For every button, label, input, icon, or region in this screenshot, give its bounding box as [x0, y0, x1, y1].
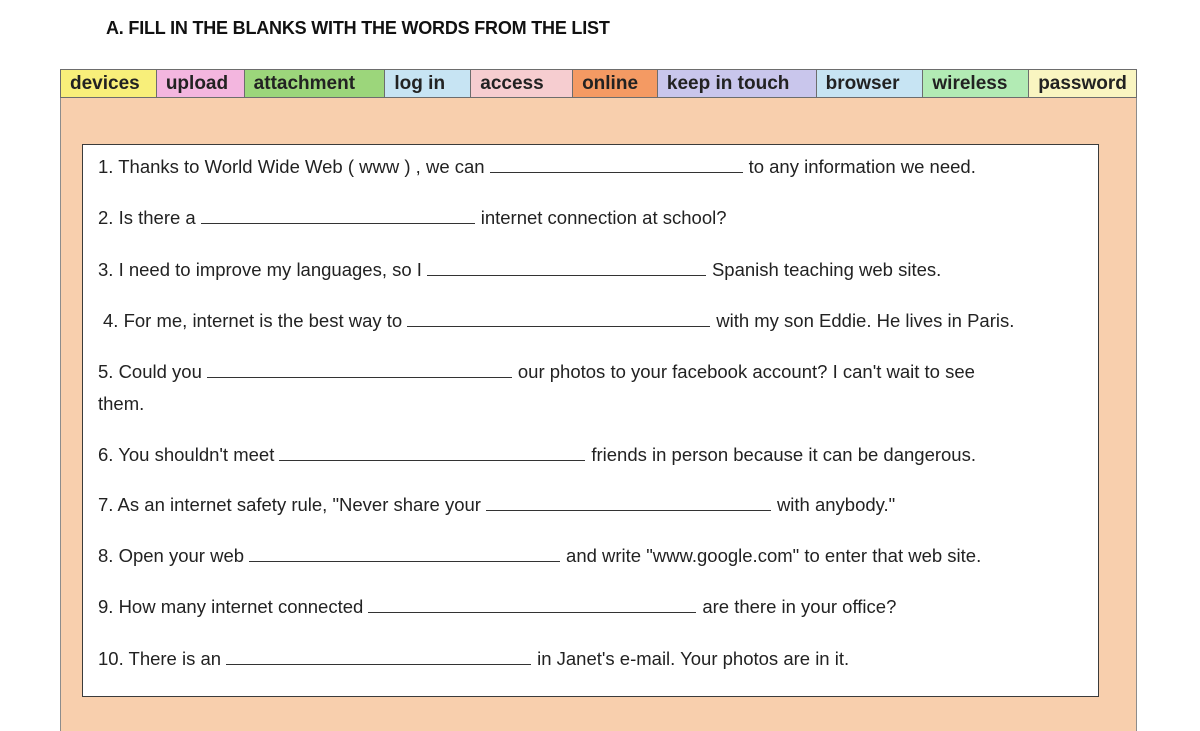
blank-1[interactable]	[490, 154, 743, 173]
word-log-in: log in	[385, 70, 471, 97]
sentence-1-after: to any information we need.	[748, 156, 976, 177]
sentence-8-after: and write "www.google.com" to enter that web site.	[566, 545, 982, 566]
blank-9[interactable]	[368, 594, 696, 613]
sentence-4-after: with my son Eddie. He lives in Paris.	[716, 310, 1015, 331]
sentence-10	[98, 643, 849, 674]
word-attachment: attachment	[245, 70, 386, 97]
sentence-7-after: with anybody."	[776, 494, 896, 515]
word-wireless: wireless	[923, 70, 1029, 97]
sentence-7-before: 7. As an internet safety rule, "Never share your	[98, 494, 481, 515]
blank-8[interactable]	[249, 543, 560, 562]
sentence-5-after: our photos to your facebook account? I can't wait to see	[517, 361, 975, 382]
sentence-9-before: 9. How many internet connected	[98, 596, 364, 617]
sentence-5-continuation: them.	[98, 393, 145, 414]
blank-5[interactable]	[207, 359, 512, 378]
word-online: online	[573, 70, 658, 97]
sentence-2-after: internet connection at school?	[480, 207, 727, 228]
sentence-1-before: 1. Thanks to World Wide Web ( www ) , we can	[98, 156, 485, 177]
blank-7[interactable]	[486, 492, 771, 511]
sentence-4	[103, 305, 1014, 336]
sentence-6-before: 6. You shouldn't meet	[98, 444, 275, 465]
blank-3[interactable]	[427, 257, 706, 276]
blank-6[interactable]	[279, 442, 585, 461]
blank-2[interactable]	[201, 205, 475, 224]
blank-4[interactable]	[407, 308, 710, 327]
word-keep-in-touch: keep in touch	[658, 70, 817, 97]
sentence-5-before: 5. Could you	[98, 361, 202, 382]
word-list	[60, 69, 1137, 98]
word-devices: devices	[61, 70, 157, 97]
sentence-6	[98, 439, 976, 470]
sentence-8	[98, 540, 981, 571]
sentence-1	[98, 151, 976, 182]
sentence-3	[98, 254, 941, 285]
sentence-10-after: in Janet's e-mail. Your photos are in it.	[537, 648, 850, 669]
sentence-7	[98, 489, 895, 520]
word-password: password	[1029, 70, 1136, 97]
sentence-8-before: 8. Open your web	[98, 545, 245, 566]
sentence-9-after: are there in your office?	[702, 596, 897, 617]
exercise-title: A. FILL IN THE BLANKS WITH THE WORDS FROM THE LIST	[106, 18, 610, 38]
sentence-3-after: Spanish teaching web sites.	[711, 259, 942, 280]
sentence-5	[98, 356, 975, 387]
sentence-6-after: friends in person because it can be dangerous.	[591, 444, 976, 465]
word-upload: upload	[157, 70, 245, 97]
blank-10[interactable]	[226, 646, 531, 665]
sentence-4-before: 4. For me, internet is the best way to	[103, 310, 403, 331]
sentence-3-before: 3. I need to improve my languages, so I	[98, 259, 422, 280]
word-access: access	[471, 70, 573, 97]
sentence-10-before: 10. There is an	[98, 648, 222, 669]
word-browser: browser	[817, 70, 924, 97]
sentence-2	[98, 202, 727, 233]
sentence-2-before: 2. Is there a	[98, 207, 196, 228]
sentence-9	[98, 591, 896, 622]
